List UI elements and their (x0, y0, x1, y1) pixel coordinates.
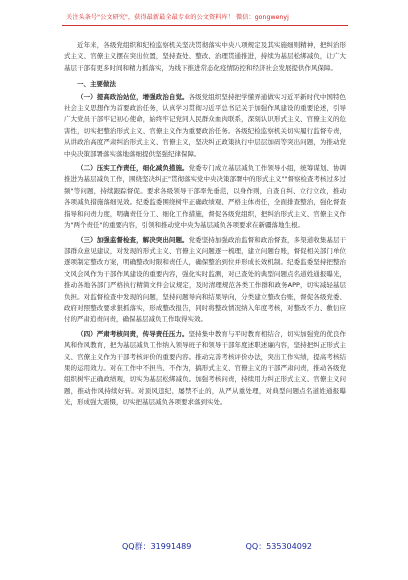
item-text-2: 党委专门成立基层减负工作领导小组，统筹谋划、协调推进为基层减负工作，围绕坚决纠正"贯彻落实党中央决策部署中的形式主义""督察检查考核过多过频"等问题，持续跟踪督促。要求各级领导干部率先垂范，以身作则，自查自纠、立行立改，推动各项减负措施落细见效。纪委监委围绕树牢正确政绩观、严格主体责任，全面排查整治，强化督查指导和问责力度，明确责任分工、细化工作措施，督促各级党组织，把纠治形式主义、官僚主义作为"两个责任"的重要内容，引领和推动党中央为基层减负各项要求在新疆落地生根。 (64, 164, 346, 230)
item-title-2: （二）压实工作责任，细化减负措施。 (77, 164, 189, 173)
item-paragraph-2 (64, 163, 346, 231)
item-title-4: （四）严肃考核问责，传导责任压力。 (77, 329, 189, 338)
item-title-3: （三）加强监督检查，解决突出问题。 (77, 235, 189, 244)
qq-group-number: QQ群：31991489 (122, 542, 192, 551)
intro-paragraph: 近年来，各级党组织和纪检监察机关坚决贯彻落实中央八项规定及其实施细则精神，把纠治形式主义、官僚主义摆在突出位置，坚持查处、整改、治理贯通推进，持续为基层松绑减负，让广大基层干部有更多时间和精力抓落实，为线下推进常态化疫情防控和经济社会发展提供作风保障。 (64, 41, 346, 72)
item-paragraph-3 (64, 235, 346, 326)
header-divider (62, 25, 348, 26)
footer-contacts (64, 541, 346, 553)
qq-number: QQ：535304092 (245, 542, 312, 551)
item-text-3: 党委坚持加强政治监督和政治督查，多渠道收集基层干部群众意见建议，对发现的形式主义、官僚主义问题逐一梳理，建立问题台账，督促相关部门单位逐项制定整改方案，明确整改时限和责任人，确保整治到位并形成长效机制。纪委监委坚持把整治文风会风作为干部作风建设的重要内容，强化实时监测，对已查处的典型问题点名道姓通报曝光，推动各地各部门严格执行精简文件会议规定，及时清理规范各类工作群和政务APP，切实减轻基层负担。对监督检查中发现的问题，坚持问题导向和结果导向，分类建立整改台账，督促各级党委、政府对照整改要求狠抓落实，形成整改报告，同时将整改情况纳入年度考核，对整改不力、敷衍应付的严肃追责问责，确保基层减负工作取得实效。 (64, 235, 346, 324)
document-body (64, 40, 346, 530)
item-paragraph-1 (64, 92, 346, 160)
item-text-1: 各级党组织坚持把学懂弄通做实习近平新时代中国特色社会主义思想作为首要政治任务，认真学习贯彻习近平总书记关于加强作风建设的重要论述，引导广大党员干部牢记初心使命，始终牢记党同人民群众血肉联系，深刻认识形式主义、官僚主义的危害性，切实把整治形式主义、官僚主义作为重要政治任务。各级纪检监察机关切实履行监督专责，从讲政治高度严肃纠治形式主义、官僚主义，坚决纠正政策执行中层层加码等突出问题，为推动党中央决策部署落实落地落细提供坚强纪律保障。 (64, 92, 346, 158)
item-paragraph-4 (64, 329, 346, 409)
item-text-4: 坚持集中教育与平时教育相结合，切实加强党的优良作风和作风教育，把为基层减负工作纳入领导班子和领导干部年度述职述廉内容，坚持把纠正形式主义、官僚主义作为干部考核评价的重要内容。推动完善考核评价办法，突出工作实绩，提高考核结果的运用效力。对在工作中不担当、不作为，搞形式主义、官僚主义的干部严肃问责，推动各级党组织树牢正确政绩观，切实为基层松绑减负。加强考核问责，持续用力纠正形式主义、官僚主义问题，推动作风持续好转。对顶风违纪、屡禁不止的，从严从重处理，对典型问题点名道姓通报曝光，形成强大震慑，切实把基层减负各项要求落到实处。 (64, 329, 346, 407)
header-banner: 关注头条号"公文研究"，获得最新最全最专业的公文资料库！ 微信：gongwenyj (66, 14, 289, 21)
spacer (64, 74, 346, 77)
section-heading: 一、主要做法 (77, 80, 116, 89)
item-title-1: （一）提高政治站位，增强政治自觉。 (77, 92, 189, 101)
